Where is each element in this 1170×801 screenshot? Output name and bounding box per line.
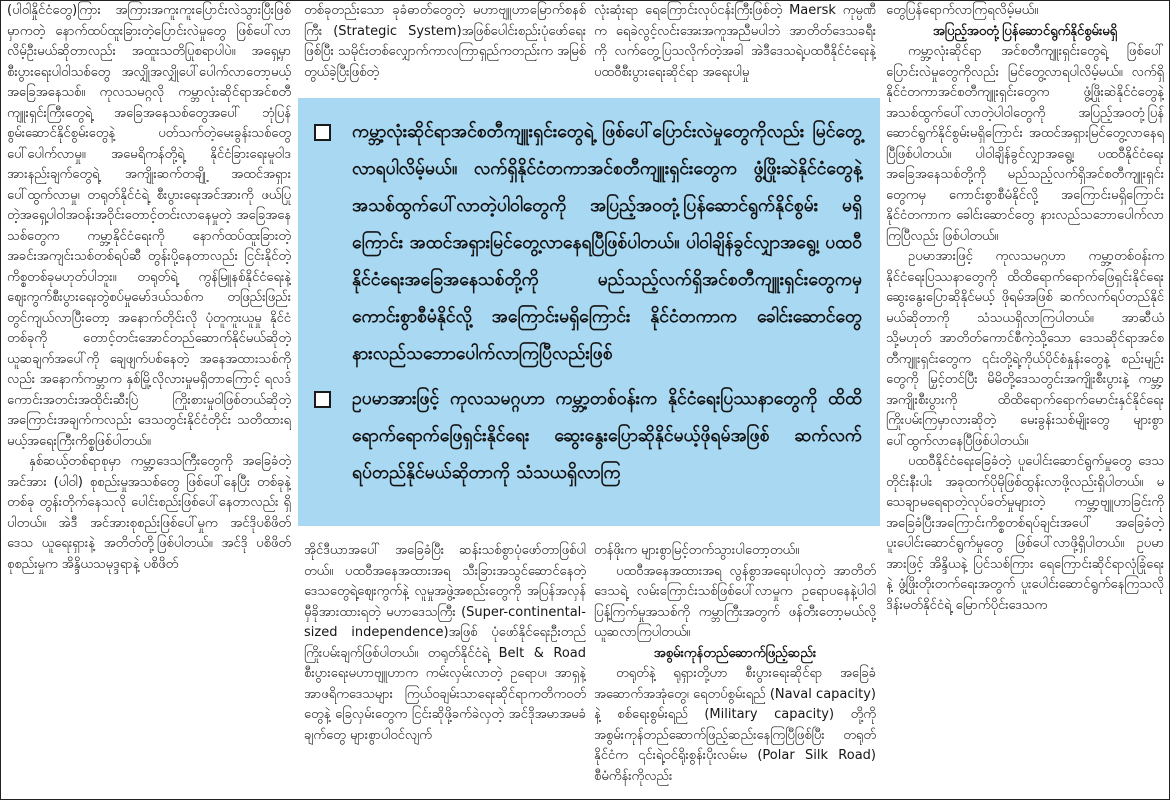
body-paragraph: တန်ဖိုးက များစွာမြင့်တက်သွားပါတော့တယ်။ xyxy=(594,543,800,558)
article-column-2-top xyxy=(304,1,586,97)
checkbox-bullet-icon xyxy=(314,391,331,408)
body-paragraph: တရုတ်နဲ့ ရုရှားတို့ဟာ စီးပွားရေးဆိုင်ရာ အခြေခံအဆောက်အအုံတွေ၊ ရေတပ်စွမ်းရည် (Naval capacity) နဲ့ စစ်ရေးစွမ်းရည် (Military capacity) တို့ကို အစွမ်းကုန်တည်ဆောက်ဖြည့်ဆည်းနေကြပြီဖြစ်ပြီး တရုတ်နိုင်ငံက ၎င်းရဲ့ဝင်ရိုးစွန်းပိုးလမ်းမ (Polar Silk Road) စီမံကိန်းကိုလည်း xyxy=(594,666,876,784)
article-column-3-bottom xyxy=(594,541,876,801)
body-paragraph: ဥပမာအားဖြင့် ကုလသမဂ္ဂဟာ ကမ္ဘာ့တစ်ဝန်းက နိုင်ငံရေးပြဿနာတွေကို ထိထိရောက်ရောက်ဖြေရှင်းနိုင်ရေး ဆွေးနွေးပြောဆိုနိုင်မယ့် ဖိုရမ်အဖြစ် ဆက်လက်ရပ်တည်နိုင်မယ်ဆိုတာကို သံသယရှိလာကြပါတယ်။ အာဆီယံ သို့မဟုတ် အာတိတ်ကောင်စီကဲ့သို့သော ဒေသဆိုင်ရာအင်စတီကျူးရှင်းတွေက ၎င်းတို့ရဲ့ကိုယ်ပိုင်စံနှုန်းတွေနဲ့ စည်းမျဉ်းတွေကို မြှင့်တင်ပြီး မိမိတို့ဒေသတွင်းအကျိုးစီးပွားနဲ့ ကမ္ဘာ့အကျိုးစီးပွားကို ထိထိရောက်ရောက်မောင်းနှင်နိုင်ရေး ကြိုးပမ်းကြမှာလားဆိုတဲ့ မေးခွန်းသစ်မျိုးတွေ များစွာပေါ်ထွက်လာနေပြီဖြစ်ပါတယ်။ xyxy=(886,249,1164,449)
body-paragraph: ပထဝီအနေအထားအရ လွန်စွာအရေးပါလှတဲ့ အာတိတ်ဒေသရဲ့ လမ်းကြောင်းသစ်ဖြစ်ပေါ်လာမှုက ဥရောပနေနဲ့ပါဝါပြန့်ကြက်မှုအသစ်ကို ကမ္ဘာကြီးအတွက် ဖန်တီးတော့မယ်လို့ ယူဆလာကြပါတယ်။ xyxy=(594,563,876,640)
pull-quote-text: ကမ္ဘာ့လုံးဆိုင်ရာအင်စတီကျူးရှင်းတွေရဲ့ ဖြစ်ပေါ်ပြောင်းလဲမှုတွေကိုလည်း မြင်တွေ့လာရပါလိမ့်မယ်။ လက်ရှိနိုင်ငံတကာအင်စတီကျူးရှင်းတွေက ဖွံ့ဖြိုးဆဲနိုင်ငံတွေနဲ့ အသစ်ထွက်ပေါ်လာတဲ့ပါဝါတွေကို အပြည့်အဝတုံ့ပြန်ဆောင်ရွက်နိုင်စွမ်း မရှိကြောင်း အထင်အရှားမြင်တွေ့လာနေရပြီဖြစ်ပါတယ်။ ပါဝါချိန်ခွင်လျှာအရွေ့၊ ပထဝီနိုင်ငံရေးအခြေအနေသစ်တို့ကို မည်သည့်လက်ရှိအင်စတီကျူးရှင်းတွေကမှ ကောင်းစွာစီမံနိုင်လို့ အကြောင်းမရှိကြောင်း နိုင်ငံတကာက ခေါင်းဆောင်တွေ နားလည်သဘောပေါက်လာကြပြီလည်းဖြစ် xyxy=(352,122,862,364)
body-paragraph: လုံးဆုံးရာ ရေကြောင်းလုပ်ငန်းကြီးဖြစ်တဲ့ Maersk ကုမ္ပဏီက ရေခဲလွင့်လင်းအေးအကူအညီမပါဘဲ အာတိတ်ဒေသခရီးကို လက်တွေ့ပြသလိုက်တဲ့အခါ အဲဒီဒေသရဲ့ပထဝီနိုင်ငံရေးနဲ့ ပထဝီစီးပွားရေးဆိုင်ရာ အရေးပါမှု xyxy=(594,3,876,80)
article-column-4 xyxy=(886,1,1164,801)
body-paragraph: (ပါဝါနှိုင်ငံတွေ)ကြား အကြားအကူးကူးပြောင်းလဲသွားပြီးဖြစ်မှာကတဲ့ နောက်ထပ်ထူးခြားတဲ့ပြောင်းလဲမှုတွေ ဖြစ်ပေါ်လာလိမ့်ဦးမယ်ဆိုတာလည်း အထူးသတိပြုစရာပါပဲ။ အရှေ့မှာ စီးပွားရေးပါဝါသစ်တွေ အလျှိုအလျှိုပေါ်ပေါက်လာတော့မယ့် အခြေအနေသစ်။ ကုလသမဂ္ဂလို ကမ္ဘာလုံးဆိုင်ရာအင်စတီကျူးရှင်းကြီးတွေရဲ့ အခြေအနေသစ်တွေအပေါ် ဘုံပြန်စွမ်းဆောင်နိုင်စွမ်းတွေနဲ့ ပတ်သက်တဲ့မေးခွန်းသစ်တွေ ပေါ်ပေါက်လာမှု။ အမေရိကန်တို့ရဲ့ နိုင်ငံခြားရေးမူဝါဒအားနည်းချက်တွေရဲ့ အကျိုးဆက်တချို့ အထင်အရှားပေါ်ထွက်လာမှု၊ တရုတ်နိုင်ငံရဲ့ စီးပွားရေးအင်အားကို ဖယ်ပြုတဲ့အရှေ့ပါဝါအဝန်းအဝိုင်းတောင့်တင်းလာနေမှုတဲ့ အခြေအနေသစ်တွေက ကမ္ဘာ့နိုင်ငံရေးကို နောက်ထပ်ထူးခြားတဲ့ အခင်းအကျင်းသစ်တစ်ရပ်ဆီ တွန်းပို့နေတာလည်း ငြင်းနိုင်တဲ့ကိစ္စတစ်ခုမဟုတ်ပါဘူး။ တရုတ်ရဲ့ ကွန်မြူနစ်နိုင်ငံရေးနဲ့ ဈေးကွက်စီးပွားရေးတွဲစပ်မှုမော်ဒယ်သစ်က တဖြည်းဖြည်းတွင်ကျယ်လာပြီးတော့ အနောက်တိုင်းလို ပုံတူကူးယူမှု နိုင်ငံတစ်ခုကို တောင့်တင်းအောင်တည်ဆောက်နိုင်မယ်ဆိုတဲ့ ယူဆချက်အပေါ်ကို ချေဖျက်ပစ်နေတဲ့ အနေအထားသစ်ကိုလည်း အနောက်ကမ္ဘာက နှစ်မြို့လိုလားမှုမရှိတာကြောင့် ရလဒ်ကောင်းအတင်းအထိုင်းဆီးပြဲ ကြိုးစားမှုဝါဖြစ်တယ်ဆိုတဲ့ အကြောင်းအချက်ကလည်း ဒေသတွင်းနိုင်ငံတိုင်း သတိထားရမယ့်အရေးကြီးကိစ္စဖြစ်ပါတယ်။ xyxy=(7,3,291,449)
checkbox-bullet-icon xyxy=(314,124,331,141)
body-paragraph: အိုင်ဒီယာအပေါ် အခြေခံပြီး ဆန်းသစ်စွာပုံဖော်တာဖြစ်ပါတယ်။ ပထဝီအနေအထားအရ သီးခြားအသွင်ဆောင်နေတဲ့ဒေသတွေရဲ့ဈေးကွက်နဲ့ လူမှုအဖွဲ့အစည်းတွေကို အပြန်အလှန်မှီခိုအားထားရတဲ့ မဟာဒေသကြီး (Super-continental-sized independence)အဖြစ် ပုံဖော်နိုင်ရေးဦးတည်ကြိုးပမ်းချက်ဖြစ်ပါတယ်။ တရုတ်နိုင်ငံရဲ့ Belt & Road စီးပွားရေးမဟာဗျူဟာက ကမ်းလှမ်းလာတဲ့ ဥရောပ၊ အာရှနဲ့ အာဖရိကဒေသများ ကြယ်ဝချမ်းသာရေးဆိုင်ရာကတိကဝတ်တွေနဲ့ ခြေလှမ်းတွေက ငြင်းဆိုဖို့ခက်ခဲလှတဲ့ အင်ဒိုအမာအမခံချက်တွေ များစွာပါဝင်လျက် xyxy=(304,543,586,743)
pull-quote-item xyxy=(314,381,862,492)
section-subheading: အစွမ်းကုန်တည်ဆောက်ဖြည့်ဆည်း xyxy=(653,645,817,661)
article-column-3-top xyxy=(594,1,876,97)
body-paragraph: နှစ်ဆယ့်တစ်ရာစုမှာ ကမ္ဘာ့ဒေသကြီးတွေကို အခြေခံတဲ့အင်အား (ပါဝါ) စုစည်းမှုအသစ်တွေ ဖြစ်ပေါ်နေပြီး တစ်ခုနဲ့တစ်ခု တွန်းတိုက်နေသလို ပေါင်းစည်းဖြစ်ပေါ်နေတာလည်း ရှိပါတယ်။ အဲဒီ အင်အားစုစည်းဖြစ်ပေါ်မှုက အင်ဒိုပစိဖိတ်ဒေသ ယူရေးရှားနဲ့ အတိတ်တို့ဖြစ်ပါတယ်။ အင်ဒို ပစိဖိတ်စုစည်းမှုက အိန္ဒိယသမုဒ္ဒရာနဲ့ ပစိဖိတ် xyxy=(7,454,291,572)
body-paragraph: ကမ္ဘာ့လုံးဆိုင်ရာ အင်စတီကျူးရှင်းတွေရဲ့ ဖြစ်ပေါ်ပြောင်းလဲမှုတွေကိုလည်း မြင်တွေ့လာရပါလိမ့်မယ်။ လက်ရှိနိုင်ငံတကာအင်စတီကျူးရှင်းတွေက ဖွံ့ဖြိုးဆဲနိုင်ငံတွေနဲ့ အသစ်ထွက်ပေါ်လာတဲ့ပါဝါတွေကို အပြည့်အဝတုံ့ပြန်ဆောင်ရွက်နိုင်စွမ်းမရှိကြောင်း အထင်အရှားမြင်တွေ့လာနေရပြီဖြစ်ပါတယ်။ ပါဝါချိန်ခွင်လျှာအရွေ့၊ ပထဝီနိုင်ငံရေးအခြေအနေသစ်တို့ကို မည်သည့်လက်ရှိအင်စတီကျူးရှင်းတွေကမှ ကောင်းစွာစီမံနိုင်လို့ အကြောင်းမရှိကြောင်း နိုင်ငံတကာက ခေါင်းဆောင်တွေ နားလည်သဘောပေါက်လာကြပြီလည်း ဖြစ်ပါတယ်။ xyxy=(886,44,1164,244)
pull-quote-box xyxy=(298,98,880,526)
article-column-1 xyxy=(7,1,291,801)
body-paragraph: တွေပြန်ရောက်လာကြရလိမ့်မယ်။ xyxy=(886,3,1039,18)
pull-quote-text: ဥပမာအားဖြင့် ကုလသမဂ္ဂဟာ ကမ္ဘာ့တစ်ဝန်းက နိုင်ငံရေးပြဿနာတွေကို ထိထိရောက်ရောက်ဖြေရှင်းနိုင်ရေး ဆွေးနွေးပြောဆိုနိုင်မယ့်ဖိုရမ်အဖြစ် ဆက်လက်ရပ်တည်နိုင်မယ်ဆိုတာကို သံသယရှိလာကြ xyxy=(352,389,862,483)
section-subheading: အပြည့်အဝတုံ့ပြန်ဆောင်ရွက်နိုင်စွမ်းမရှိ xyxy=(932,23,1118,39)
body-paragraph: တစ်ခုတည်းသော ခုခံဓာတ်တွေတဲ့ မဟာဗျူဟာမြောက်စနစ်ကြီး (Strategic System)အဖြစ်ပေါင်းစည်းပုံဖော်ရေးဖြစ်ပြီး သမိုင်းတစ်လျှောက်ကာလကြာရှည်ကတည်းက အမြစ်တွယ်ခဲ့ပြီးဖြစ်တဲ့ xyxy=(304,3,586,80)
body-paragraph: ပထဝီနိုင်ငံရေးခြေခံတဲ့ ပူပေါင်းဆောင်ရွက်မှုတွေ ဒေသတိုင်းနီးပါး အခုထက်ပိုမိုဖြစ်ထွန်းလာဖို့လည်းရှိပါတယ်။ မသေချာမရေရာတဲ့လုပ်ခတ်မှုများတဲ့ ကမ္ဘာ့ဗျူဟာခြင်းကို အခြေခံပြီးအကြောင်းကိစ္စတစ်ရပ်ချင်းအပေါ် အခြေခံတဲ့ ပူးပေါင်းဆောင်ရွက်မှုတွေ ဖြစ်ပေါ်လာဖို့ရှိပါတယ်။ ဥပမာအားဖြင့် အိန္ဒိယနဲ့ ပြင်သစ်ကြား ရေကြောင်းဆိုင်ရာလုံခြုံရေးနဲ့ ဖွံ့ဖြိုးတိုးတက်ရေးအတွက် ပူးပေါင်းဆောင်ရွက်နေကြသလို ဒိန်းမတ်နိုင်ငံရဲ့ မြောက်ပိုင်းဒေသက xyxy=(886,454,1164,613)
pull-quote-item xyxy=(314,114,862,373)
article-column-2-bottom xyxy=(304,541,586,801)
